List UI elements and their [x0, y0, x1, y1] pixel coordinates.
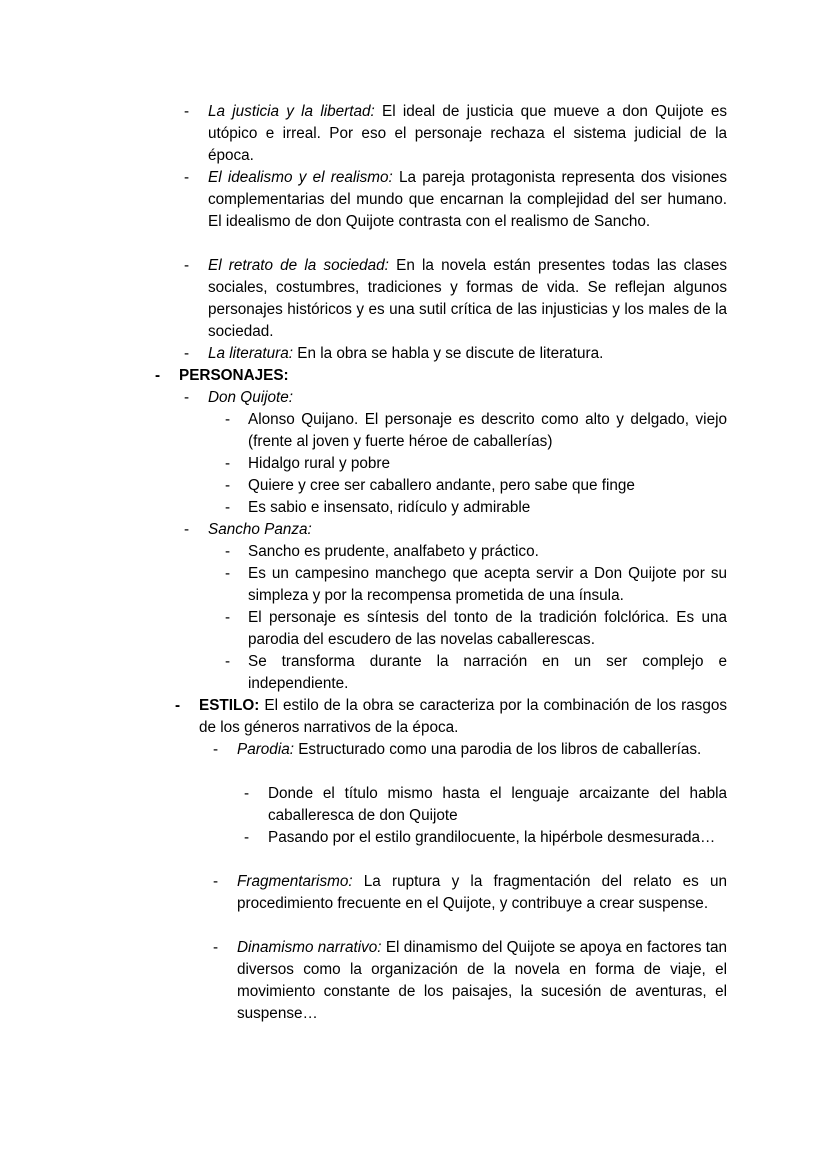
fragmentarismo-text: La ruptura y la fragmentación del relato es un procedimiento frecuente en el Quijote, y contribuye a crear suspense.	[237, 873, 727, 912]
parodia-item: Pasando por el estilo grandilocuente, la hipérbole desmesurada…	[268, 829, 716, 846]
bullet-dash: -	[213, 939, 219, 956]
bullet-dash: -	[225, 411, 231, 428]
tema-literatura	[208, 343, 727, 365]
parodia-text: Estructurado como una parodia de los libros de caballerías.	[293, 741, 702, 758]
tema-title: El retrato de la sociedad:	[208, 257, 389, 274]
parodia-paragraph	[237, 739, 727, 761]
bullet-dash: -	[244, 829, 250, 846]
bullet-dash: -	[225, 653, 231, 670]
bullet-dash: -	[184, 103, 190, 120]
bullet-dash: -	[213, 741, 219, 758]
bullet-dash: -	[213, 873, 219, 890]
parodia-title: Parodia:	[237, 741, 294, 758]
fragmentarismo-title: Fragmentarismo:	[237, 873, 353, 890]
bullet-dash: -	[155, 367, 161, 384]
estilo-paragraph	[199, 695, 727, 739]
don-quijote-item: Quiere y cree ser caballero andante, pero sabe que finge	[248, 477, 635, 494]
tema-title: La justicia y la libertad:	[208, 103, 375, 120]
tema-title: La literatura:	[208, 345, 294, 362]
bullet-dash: -	[225, 543, 231, 560]
sancho-item: Sancho es prudente, analfabeto y práctico.	[248, 543, 539, 560]
tema-text: La pareja protagonista representa dos visiones complementarias del mundo que encarnan la complejidad del ser humano. El idealismo de don Quijote contrasta con el realismo de Sancho.	[208, 169, 727, 230]
don-quijote-item: Alonso Quijano. El personaje es descrito como alto y delgado, viejo (frente al joven y fuerte héroe de caballerías)	[248, 411, 727, 450]
bullet-dash: -	[225, 565, 231, 582]
don-quijote-item: Hidalgo rural y pobre	[248, 455, 390, 472]
bullet-dash: -	[184, 345, 190, 362]
sancho-item: El personaje es síntesis del tonto de la tradición folclórica. Es una parodia del escudero de las novelas caballerescas.	[248, 609, 727, 648]
don-quijote-title: Don Quijote:	[208, 389, 294, 406]
tema-text: En la obra se habla y se discute de literatura.	[293, 345, 604, 362]
dinamismo-paragraph	[237, 937, 727, 1025]
tema-text: En la novela están presentes todas las clases sociales, costumbres, tradiciones y formas de vida. Se reflejan algunos personajes históricos y es una sutil crítica de las injusticias y los males de la sociedad.	[208, 257, 727, 340]
estilo-text: El estilo de la obra se caracteriza por la combinación de los rasgos de los géneros narrativos de la época.	[199, 697, 727, 736]
don-quijote-item: Es sabio e insensato, ridículo y admirable	[248, 499, 531, 516]
sancho-title: Sancho Panza:	[208, 521, 312, 538]
sancho-item: Es un campesino manchego que acepta servir a Don Quijote por su simpleza y por la recompensa prometida de una ínsula.	[248, 565, 727, 604]
bullet-dash: -	[225, 499, 231, 516]
fragmentarismo-paragraph	[237, 871, 727, 915]
tema-idealismo	[208, 167, 727, 233]
bullet-dash: -	[184, 169, 190, 186]
tema-text: El ideal de justicia que mueve a don Quijote es utópico e irreal. Por eso el personaje rechaza el sistema judicial de la época.	[208, 103, 728, 164]
bullet-dash: -	[244, 785, 250, 802]
bullet-dash: -	[184, 521, 190, 538]
bullet-dash: -	[225, 477, 231, 494]
tema-sociedad	[208, 255, 727, 343]
bullet-dash: -	[225, 455, 231, 472]
tema-justicia	[208, 101, 727, 167]
bullet-dash: -	[225, 609, 231, 626]
estilo-heading: ESTILO:	[199, 697, 260, 714]
bullet-dash: -	[184, 257, 190, 274]
parodia-item: Donde el título mismo hasta el lenguaje arcaizante del habla caballeresca de don Quijote	[268, 785, 727, 824]
bullet-dash: -	[175, 697, 181, 714]
tema-title: El idealismo y el realismo:	[208, 169, 393, 186]
sancho-item: Se transforma durante la narración en un ser complejo e independiente.	[248, 653, 727, 692]
dinamismo-title: Dinamismo narrativo:	[237, 939, 382, 956]
dinamismo-text: El dinamismo del Quijote se apoya en factores tan diversos como la organización de la novela en forma de viaje, el movimiento constante de los paisajes, la sucesión de aventuras, el suspense…	[237, 939, 728, 1022]
bullet-dash: -	[184, 389, 190, 406]
personajes-heading: PERSONAJES:	[179, 367, 289, 384]
